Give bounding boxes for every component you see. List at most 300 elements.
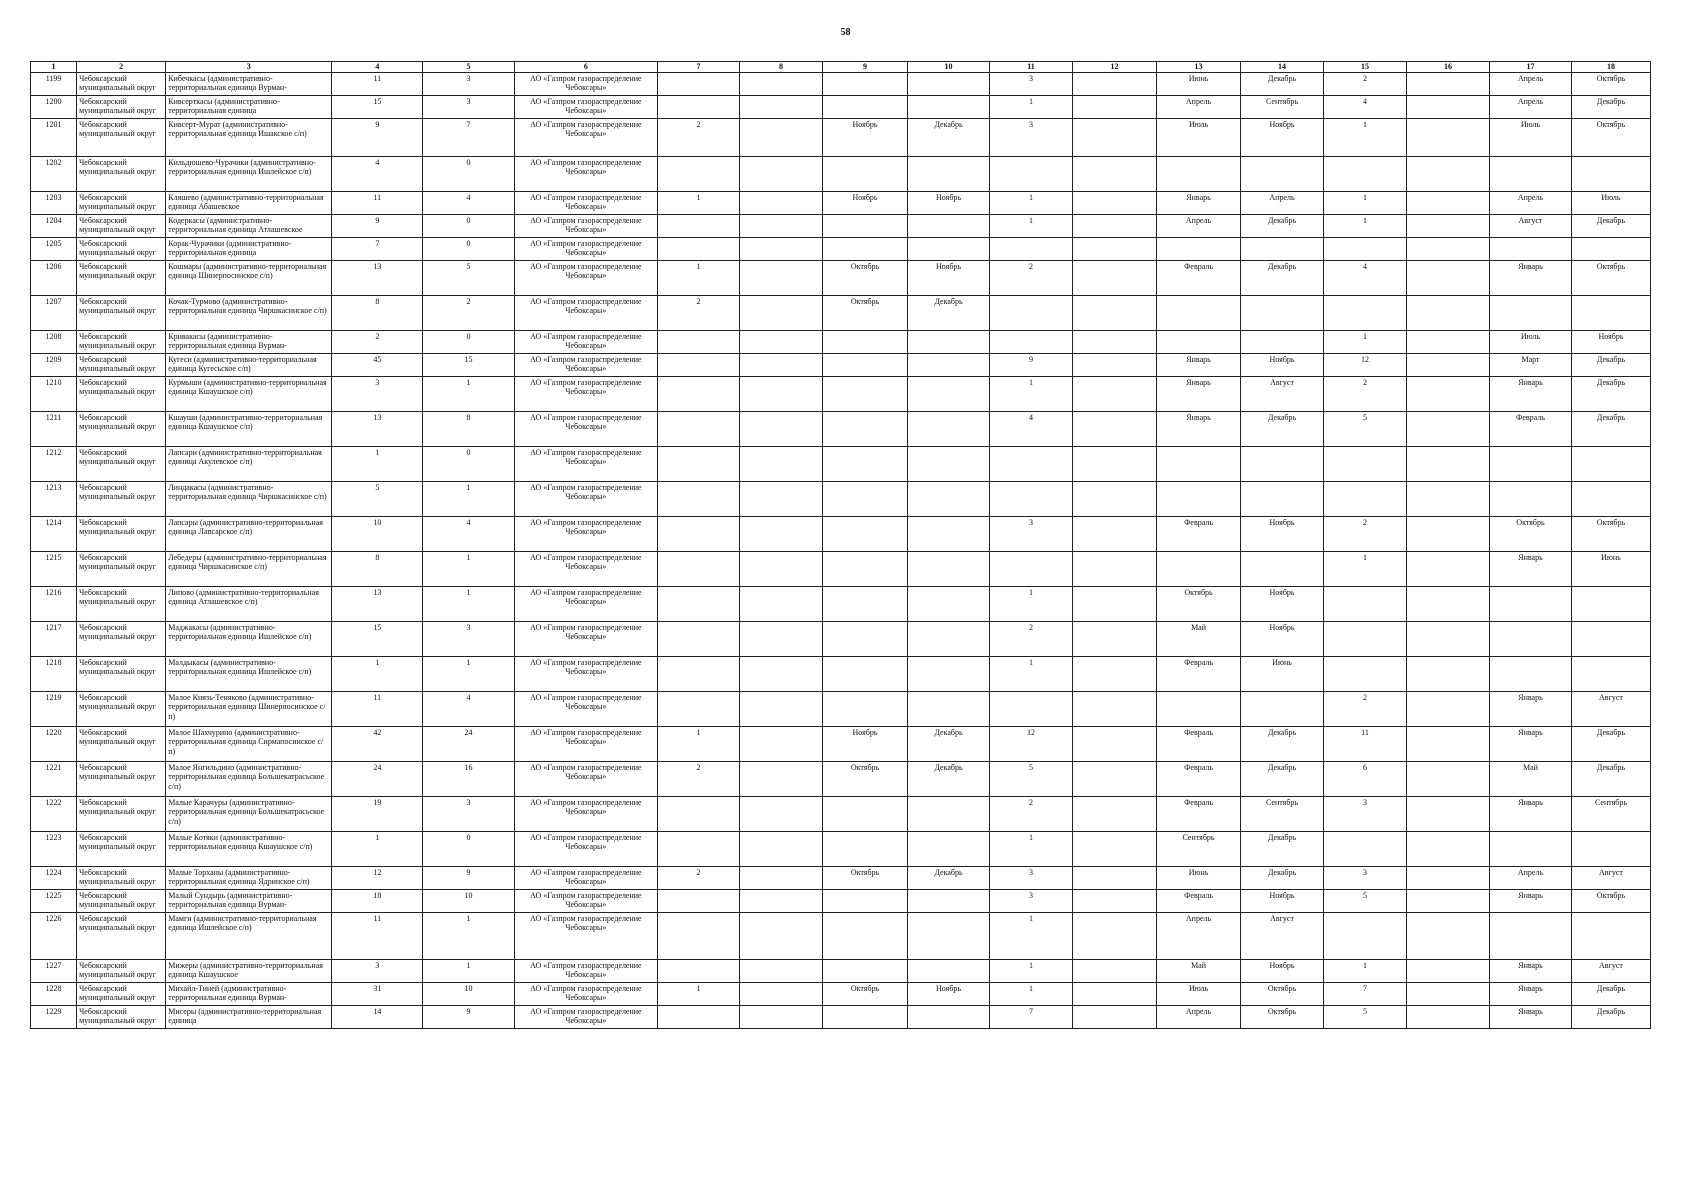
table-cell: Кивсерт-Мурат (административно-территориальная единица Ишакское с/п): [166, 118, 332, 156]
table-cell: 1: [423, 586, 514, 621]
table-cell: 2: [990, 621, 1073, 656]
table-cell: Июль: [1490, 330, 1572, 353]
table-cell: 5: [1324, 411, 1407, 446]
table-cell: [658, 831, 740, 866]
table-cell: 1: [1324, 214, 1407, 237]
table-cell: [990, 691, 1073, 726]
table-cell: 11: [332, 72, 423, 95]
table-cell: Декабрь: [908, 866, 990, 889]
table-cell: 0: [423, 237, 514, 260]
table-cell: Мисеры (административно-территориальная единица: [166, 1005, 332, 1028]
table-cell: [740, 761, 823, 796]
table-cell: Апрель: [1490, 866, 1572, 889]
table-cell: Июнь: [1157, 72, 1241, 95]
table-cell: Сентябрь: [1157, 831, 1241, 866]
table-cell: 12: [990, 726, 1073, 761]
table-cell: 1209: [31, 353, 77, 376]
table-cell: [740, 237, 823, 260]
table-row: [31, 656, 1651, 691]
table-cell: 1214: [31, 516, 77, 551]
table-cell: Чебоксарский муниципальный округ: [77, 191, 166, 214]
table-cell: [823, 551, 908, 586]
table-cell: [990, 295, 1073, 330]
table-cell: [740, 156, 823, 191]
table-cell: [908, 156, 990, 191]
table-row: [31, 95, 1651, 118]
table-cell: 7: [990, 1005, 1073, 1028]
table-cell: [823, 796, 908, 831]
table-cell: Малое Шахчурино (административно-территориальная единица Сирмапосинское с/п): [166, 726, 332, 761]
table-cell: Июль: [1157, 982, 1241, 1005]
table-cell: 1: [990, 982, 1073, 1005]
table-cell: Декабрь: [1241, 411, 1324, 446]
table-cell: Январь: [1490, 691, 1572, 726]
table-cell: 24: [332, 761, 423, 796]
table-cell: 31: [332, 982, 423, 1005]
table-cell: Июнь: [1571, 551, 1650, 586]
table-cell: АО «Газпром газораспределение Чебоксары»: [514, 691, 657, 726]
table-cell: [1571, 156, 1650, 191]
table-cell: 10: [423, 982, 514, 1005]
table-cell: [1490, 237, 1572, 260]
table-cell: [1571, 481, 1650, 516]
table-cell: АО «Газпром газораспределение Чебоксары»: [514, 353, 657, 376]
table-cell: [658, 551, 740, 586]
table-row: [31, 191, 1651, 214]
table-cell: [1407, 761, 1490, 796]
table-cell: Кильдюшево-Чурачики (административно-территориальная единица Ишлейское с/п): [166, 156, 332, 191]
table-cell: [1073, 621, 1157, 656]
table-cell: [658, 411, 740, 446]
table-cell: Апрель: [1157, 1005, 1241, 1028]
table-cell: Чебоксарский муниципальный округ: [77, 726, 166, 761]
table-cell: Чебоксарский муниципальный округ: [77, 959, 166, 982]
table-cell: 1202: [31, 156, 77, 191]
table-cell: [908, 214, 990, 237]
table-cell: Февраль: [1490, 411, 1572, 446]
table-cell: Чебоксарский муниципальный округ: [77, 866, 166, 889]
table-cell: 1: [990, 959, 1073, 982]
table-cell: АО «Газпром газораспределение Чебоксары»: [514, 761, 657, 796]
table-cell: Кшауши (административно-территориальная единица Кшаушское с/п): [166, 411, 332, 446]
table-cell: Октябрь: [1241, 1005, 1324, 1028]
table-cell: 3: [990, 72, 1073, 95]
table-cell: АО «Газпром газораспределение Чебоксары»: [514, 237, 657, 260]
column-header: 1: [31, 62, 77, 73]
table-cell: 1206: [31, 260, 77, 295]
table-cell: [1073, 912, 1157, 959]
table-cell: [1324, 295, 1407, 330]
table-cell: Декабрь: [1571, 376, 1650, 411]
table-cell: 4: [332, 156, 423, 191]
table-cell: [1157, 551, 1241, 586]
table-cell: Декабрь: [1571, 214, 1650, 237]
table-cell: [1157, 237, 1241, 260]
table-cell: [1073, 118, 1157, 156]
table-cell: [1073, 982, 1157, 1005]
table-cell: Октябрь: [823, 761, 908, 796]
table-cell: 11: [332, 912, 423, 959]
table-cell: 1204: [31, 214, 77, 237]
table-cell: [823, 656, 908, 691]
table-cell: [823, 586, 908, 621]
table-cell: Кугеси (административно-территориальная единица Кугесьское с/п): [166, 353, 332, 376]
table-cell: [823, 156, 908, 191]
table-row: [31, 551, 1651, 586]
table-cell: 9: [423, 1005, 514, 1028]
table-cell: Чебоксарский муниципальный округ: [77, 831, 166, 866]
table-cell: АО «Газпром газораспределение Чебоксары»: [514, 726, 657, 761]
table-cell: Малое Князь-Теняково (административно-территориальная единица Шинерпосинское с/п): [166, 691, 332, 726]
table-cell: [658, 796, 740, 831]
table-cell: [740, 330, 823, 353]
table-cell: Декабрь: [1241, 831, 1324, 866]
table-cell: Январь: [1490, 551, 1572, 586]
table-cell: АО «Газпром газораспределение Чебоксары»: [514, 831, 657, 866]
table-cell: 1: [990, 191, 1073, 214]
table-cell: Липово (административно-территориальная единица Атлашевское с/п): [166, 586, 332, 621]
table-cell: [740, 551, 823, 586]
table-cell: [1073, 586, 1157, 621]
table-cell: 11: [332, 691, 423, 726]
table-cell: [823, 889, 908, 912]
table-cell: [990, 156, 1073, 191]
table-cell: [1324, 831, 1407, 866]
column-header: 4: [332, 62, 423, 73]
table-cell: [908, 95, 990, 118]
table-cell: АО «Газпром газораспределение Чебоксары»: [514, 411, 657, 446]
table-cell: 4: [423, 516, 514, 551]
table-cell: [823, 446, 908, 481]
table-cell: [740, 481, 823, 516]
table-cell: Февраль: [1157, 761, 1241, 796]
table-cell: Чебоксарский муниципальный округ: [77, 295, 166, 330]
table-cell: 0: [423, 214, 514, 237]
table-cell: [908, 353, 990, 376]
table-cell: 2: [1324, 516, 1407, 551]
table-cell: АО «Газпром газораспределение Чебоксары»: [514, 889, 657, 912]
table-cell: 5: [332, 481, 423, 516]
table-cell: 12: [332, 866, 423, 889]
table-body: [31, 62, 1651, 1029]
table-row: [31, 726, 1651, 761]
table-cell: [1407, 551, 1490, 586]
table-cell: [1407, 376, 1490, 411]
table-cell: 7: [423, 118, 514, 156]
table-cell: [1490, 586, 1572, 621]
column-header: 11: [990, 62, 1073, 73]
table-row: [31, 912, 1651, 959]
table-row: [31, 446, 1651, 481]
table-cell: [1073, 551, 1157, 586]
table-cell: 10: [332, 516, 423, 551]
table-cell: [740, 376, 823, 411]
table-cell: [908, 586, 990, 621]
table-cell: [1407, 353, 1490, 376]
table-cell: Май: [1157, 621, 1241, 656]
table-cell: [1407, 912, 1490, 959]
table-cell: Малые Котяки (административно-территориальная единица Кшаушское с/п): [166, 831, 332, 866]
table-cell: Курмыши (административно-территориальная единица Кшаушское с/п): [166, 376, 332, 411]
table-row: [31, 516, 1651, 551]
table-cell: Ноябрь: [823, 191, 908, 214]
column-header: 14: [1241, 62, 1324, 73]
table-cell: АО «Газпром газораспределение Чебоксары»: [514, 295, 657, 330]
table-cell: [1241, 330, 1324, 353]
table-cell: [908, 796, 990, 831]
table-cell: Кривакасы (административно-территориальная единица Вурман-: [166, 330, 332, 353]
table-cell: [1073, 411, 1157, 446]
column-header: 15: [1324, 62, 1407, 73]
table-row: [31, 156, 1651, 191]
table-cell: [1407, 889, 1490, 912]
table-cell: [1571, 656, 1650, 691]
table-cell: [990, 237, 1073, 260]
table-cell: [1407, 656, 1490, 691]
table-cell: 2: [658, 866, 740, 889]
table-cell: Ноябрь: [908, 191, 990, 214]
table-cell: Январь: [1157, 376, 1241, 411]
column-header: 7: [658, 62, 740, 73]
table-cell: Ноябрь: [1241, 516, 1324, 551]
table-cell: АО «Газпром газораспределение Чебоксары»: [514, 516, 657, 551]
table-cell: Чебоксарский муниципальный округ: [77, 376, 166, 411]
table-cell: 3: [332, 959, 423, 982]
column-header: 9: [823, 62, 908, 73]
table-cell: [823, 1005, 908, 1028]
table-cell: [1073, 72, 1157, 95]
table-cell: [1241, 691, 1324, 726]
table-cell: 1: [1324, 330, 1407, 353]
table-cell: Апрель: [1157, 912, 1241, 959]
table-cell: АО «Газпром газораспределение Чебоксары»: [514, 1005, 657, 1028]
column-header: 6: [514, 62, 657, 73]
table-cell: [1073, 796, 1157, 831]
table-cell: [1490, 446, 1572, 481]
table-cell: [658, 156, 740, 191]
table-row: [31, 621, 1651, 656]
table-cell: 1: [332, 831, 423, 866]
table-cell: [1324, 156, 1407, 191]
table-cell: Декабрь: [1241, 214, 1324, 237]
table-row: [31, 691, 1651, 726]
column-header: 10: [908, 62, 990, 73]
table-cell: Октябрь: [1571, 72, 1650, 95]
table-cell: [1571, 912, 1650, 959]
page-number: 58: [840, 27, 851, 38]
column-header: 17: [1490, 62, 1572, 73]
table-cell: Лапсари (административно-территориальная единица Акулевское с/п): [166, 446, 332, 481]
table-cell: [1571, 831, 1650, 866]
table-cell: 1: [423, 376, 514, 411]
table-cell: [740, 912, 823, 959]
table-cell: Декабрь: [1571, 353, 1650, 376]
table-cell: [1324, 481, 1407, 516]
table-cell: Апрель: [1490, 95, 1572, 118]
table-cell: [908, 516, 990, 551]
table-cell: Декабрь: [908, 295, 990, 330]
table-row: [31, 118, 1651, 156]
table-cell: Ноябрь: [908, 982, 990, 1005]
table-cell: Июль: [1571, 191, 1650, 214]
table-cell: [658, 95, 740, 118]
table-cell: АО «Газпром газораспределение Чебоксары»: [514, 72, 657, 95]
table-cell: Чебоксарский муниципальный округ: [77, 551, 166, 586]
table-row: [31, 481, 1651, 516]
table-row: [31, 959, 1651, 982]
table-cell: Лебедеры (административно-территориальная единица Чиршкасинское с/п): [166, 551, 332, 586]
table-cell: Мамги (административно-территориальная единица Ишлейское с/п): [166, 912, 332, 959]
table-cell: [740, 959, 823, 982]
table-cell: 11: [332, 191, 423, 214]
table-cell: Октябрь: [1571, 889, 1650, 912]
table-cell: Лапсары (административно-территориальная единица Лапсарское с/п): [166, 516, 332, 551]
table-cell: [1407, 446, 1490, 481]
table-cell: [823, 912, 908, 959]
table-cell: [1324, 586, 1407, 621]
table-cell: 3: [423, 95, 514, 118]
table-cell: 15: [332, 95, 423, 118]
table-cell: [1571, 621, 1650, 656]
table-cell: Ноябрь: [908, 260, 990, 295]
table-cell: Ноябрь: [1241, 959, 1324, 982]
table-cell: 2: [423, 295, 514, 330]
table-cell: АО «Газпром газораспределение Чебоксары»: [514, 191, 657, 214]
table-cell: 1227: [31, 959, 77, 982]
table-cell: Октябрь: [1490, 516, 1572, 551]
table-cell: 1201: [31, 118, 77, 156]
table-cell: [1157, 691, 1241, 726]
table-cell: [740, 621, 823, 656]
table-row: [31, 796, 1651, 831]
table-cell: 1199: [31, 72, 77, 95]
table-cell: [740, 191, 823, 214]
table-cell: 7: [332, 237, 423, 260]
table-row: [31, 376, 1651, 411]
schedule-table: [30, 61, 1651, 1029]
table-cell: Ноябрь: [1241, 889, 1324, 912]
table-cell: [908, 959, 990, 982]
table-cell: Июнь: [1157, 866, 1241, 889]
table-cell: 1216: [31, 586, 77, 621]
table-cell: Январь: [1490, 726, 1572, 761]
table-cell: [1073, 353, 1157, 376]
table-cell: [908, 481, 990, 516]
table-cell: [823, 831, 908, 866]
table-cell: [908, 889, 990, 912]
table-cell: Февраль: [1157, 796, 1241, 831]
table-cell: 1218: [31, 656, 77, 691]
table-cell: [1241, 446, 1324, 481]
table-cell: Июль: [1490, 118, 1572, 156]
table-cell: [823, 621, 908, 656]
table-row: [31, 1005, 1651, 1028]
table-cell: Кошмары (административно-территориальная единица Шинерпосинское с/п): [166, 260, 332, 295]
table-cell: [1571, 295, 1650, 330]
table-cell: [1407, 295, 1490, 330]
table-cell: [1490, 912, 1572, 959]
table-cell: 1225: [31, 889, 77, 912]
table-cell: АО «Газпром газораспределение Чебоксары»: [514, 796, 657, 831]
column-header: 18: [1571, 62, 1650, 73]
table-cell: [1073, 95, 1157, 118]
table-cell: [1073, 726, 1157, 761]
table-cell: АО «Газпром газораспределение Чебоксары»: [514, 118, 657, 156]
table-cell: [1073, 516, 1157, 551]
table-row: [31, 330, 1651, 353]
table-row: [31, 237, 1651, 260]
table-row: [31, 295, 1651, 330]
table-cell: 15: [423, 353, 514, 376]
table-cell: [740, 982, 823, 1005]
table-cell: [740, 691, 823, 726]
table-cell: [740, 889, 823, 912]
table-cell: 3: [1324, 866, 1407, 889]
table-cell: [740, 866, 823, 889]
column-header: 16: [1407, 62, 1490, 73]
table-cell: [740, 411, 823, 446]
table-cell: Январь: [1490, 889, 1572, 912]
table-cell: 19: [332, 796, 423, 831]
table-cell: [1407, 516, 1490, 551]
table-cell: [1157, 446, 1241, 481]
table-cell: 9: [423, 866, 514, 889]
table-cell: Октябрь: [1241, 982, 1324, 1005]
table-cell: [1407, 621, 1490, 656]
table-cell: Февраль: [1157, 656, 1241, 691]
table-cell: [823, 691, 908, 726]
table-cell: Ноябрь: [823, 118, 908, 156]
table-cell: АО «Газпром газораспределение Чебоксары»: [514, 982, 657, 1005]
table-cell: [1157, 330, 1241, 353]
table-cell: Маджакасы (административно-территориальная единица Ишлейское с/п): [166, 621, 332, 656]
table-cell: Декабрь: [908, 726, 990, 761]
table-cell: Ноябрь: [1241, 353, 1324, 376]
table-cell: [740, 214, 823, 237]
table-cell: Август: [1571, 691, 1650, 726]
table-cell: АО «Газпром газораспределение Чебоксары»: [514, 376, 657, 411]
table-cell: Кивсерткасы (административно-территориальная единица: [166, 95, 332, 118]
table-cell: [1571, 237, 1650, 260]
table-cell: Март: [1490, 353, 1572, 376]
table-cell: [1407, 831, 1490, 866]
table-cell: [1490, 621, 1572, 656]
table-cell: АО «Газпром газораспределение Чебоксары»: [514, 912, 657, 959]
table-cell: Октябрь: [823, 260, 908, 295]
table-cell: Апрель: [1157, 95, 1241, 118]
column-header: 8: [740, 62, 823, 73]
table-cell: [823, 330, 908, 353]
table-cell: [740, 586, 823, 621]
table-cell: [823, 376, 908, 411]
table-cell: [1407, 586, 1490, 621]
table-cell: 2: [658, 761, 740, 796]
table-cell: [1073, 214, 1157, 237]
table-cell: [658, 353, 740, 376]
table-cell: Декабрь: [1571, 95, 1650, 118]
table-cell: Декабрь: [908, 761, 990, 796]
table-cell: Декабрь: [1241, 72, 1324, 95]
table-cell: [1407, 214, 1490, 237]
table-cell: Ноябрь: [1241, 586, 1324, 621]
table-cell: [1490, 831, 1572, 866]
table-cell: [1407, 959, 1490, 982]
table-cell: [740, 1005, 823, 1028]
table-cell: АО «Газпром газораспределение Чебоксары»: [514, 156, 657, 191]
table-cell: 1229: [31, 1005, 77, 1028]
table-row: [31, 260, 1651, 295]
column-header: 12: [1073, 62, 1157, 73]
